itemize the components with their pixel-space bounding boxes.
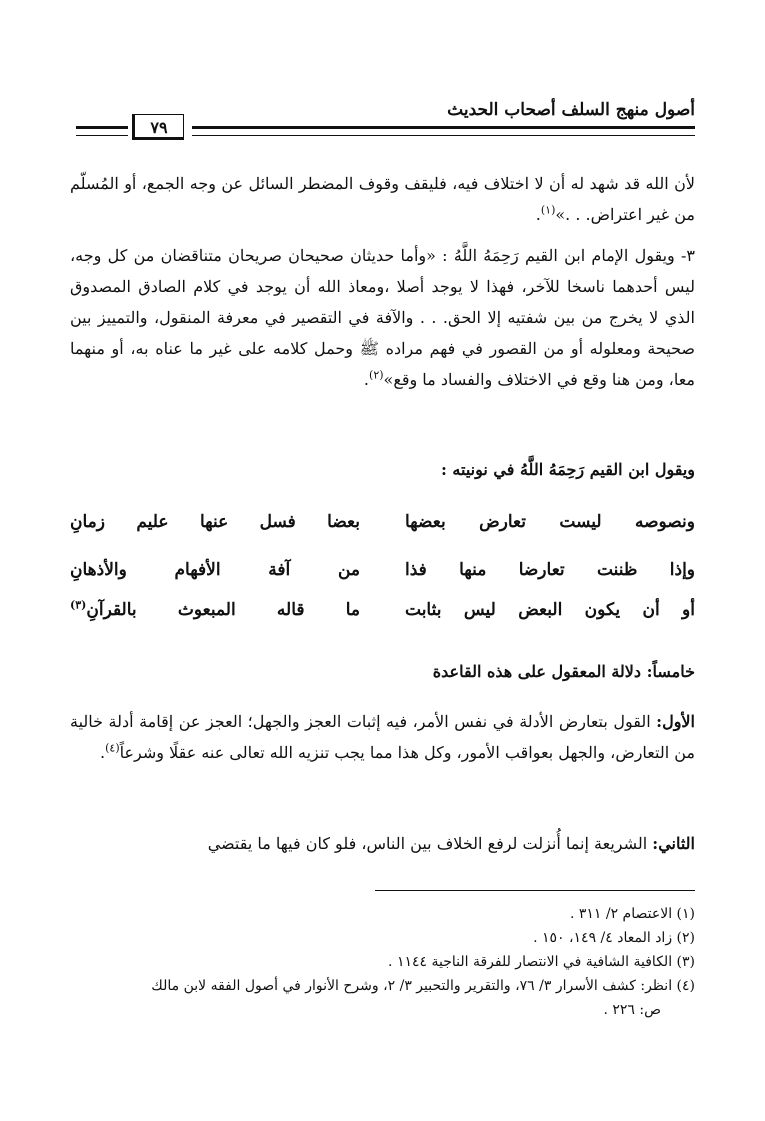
footnote-continuation: ص: ٢٢٦ . [603, 1002, 661, 1018]
verse-second-hemistich [70, 512, 360, 532]
paragraph-second-point [70, 828, 695, 859]
paragraph-text: لأن الله قد شهد له أن لا اختلاف فيه، فليقف وقوف المضطر السائل عن وجه الجمع، أو المُسلّم من غير اعتراض. . .» [70, 174, 695, 224]
paragraph-first-point [70, 706, 695, 768]
paragraph-text: الشريعة إنما أُنزلت لرفع الخلاف بين الناس، فلو كان فيها ما يقتضي [207, 834, 653, 853]
verse-line [70, 600, 695, 632]
footnote: (٢) زاد المعاد ٤/ ١٤٩، ١٥٠ . [533, 930, 695, 946]
footnote-ref: (٢) [369, 368, 384, 382]
verse-first-hemistich: ونصوصه ليست تعارض بعضها [405, 512, 695, 532]
verse-first-hemistich: أو أن يكون البعض ليس بثابت [405, 600, 695, 620]
header-rule-short [76, 126, 128, 136]
running-title: أصول منهج السلف أصحاب الحديث [447, 100, 695, 120]
verse-second-hemistich [70, 560, 360, 580]
verse-line [70, 512, 695, 544]
footnote: (٤) انظر: كشف الأسرار ٣/ ٧٦، والتقرير والتحبير ٣/ ٢، وشرح الأنوار في أصول الفقه لابن مالك [151, 978, 695, 994]
footnote-ref: (٣) [70, 598, 87, 612]
paragraph-text: ٣- ويقول الإمام ابن القيم رَحِمَهُ اللَّهُ : «وأما حديثان صحيحان صريحان متناقضان من كل وجه، ليس أحدهما ناسخا للآخر، فهذا لا يوجد أصلا ،ومعاذ الله أن يوجد في كلام الصادق المصدوق الذي لا يخرج من بين شفتيه إلا الحق. . . والآفة في التقصير في معرفة المنقول، والتمييز بين صحيحة ومعلوله أو من القصور في فهم مراده ﷺ وحمل كلامه على غير ما عناه به، أو منهما معا، ومن هنا وقع في الاختلاف والفساد ما وقع» [70, 246, 696, 389]
punctuation: . [363, 370, 370, 389]
verse-text: بعضا فسل عنها عليم زمانِ [70, 512, 360, 532]
verse-intro: ويقول ابن القيم رَحِمَهُ اللَّهُ في نونيته : [440, 460, 695, 479]
paragraph-quote-end [70, 168, 695, 230]
verse-second-hemistich [70, 600, 360, 620]
footnote: (٣) الكافية الشافية في الانتصار للفرقة الناجية ١١٤٤ . [388, 954, 695, 970]
point-label: الثاني: [652, 834, 695, 853]
footnotes [70, 902, 695, 1022]
section-heading: خامساً: دلالة المعقول على هذه القاعدة [432, 662, 695, 681]
page-number: ٧٩ [132, 114, 184, 140]
punctuation: . [535, 205, 541, 224]
footnote-ref: (٤) [105, 741, 120, 755]
punctuation: . [100, 743, 106, 762]
header-rule [192, 126, 695, 136]
point-label: الأول: [656, 712, 695, 731]
verse-text: من آفة الأفهام والأذهانِ [70, 560, 360, 580]
verse-text: ما قاله المبعوث بالقرآنِ [86, 600, 360, 620]
footnote-ref: (١) [540, 203, 556, 217]
verse-line [70, 560, 695, 592]
verse-first-hemistich: وإذا ظننت تعارضا منها فذا [405, 560, 695, 580]
footnote-separator [375, 890, 695, 891]
footnote: (١) الاعتصام ٢/ ٣١١ . [569, 906, 695, 922]
paragraph-text: القول بتعارض الأدلة في نفس الأمر، فيه إثبات العجز والجهل؛ العجز عن إقامة أدلة خالية من التعارض، والجهل بعواقب الأمور، وكل هذا مما يجب تنزيه الله تعالى عنه عقلًا وشرعاً [70, 712, 695, 762]
paragraph-ibn-qayyim-quote [70, 240, 695, 395]
